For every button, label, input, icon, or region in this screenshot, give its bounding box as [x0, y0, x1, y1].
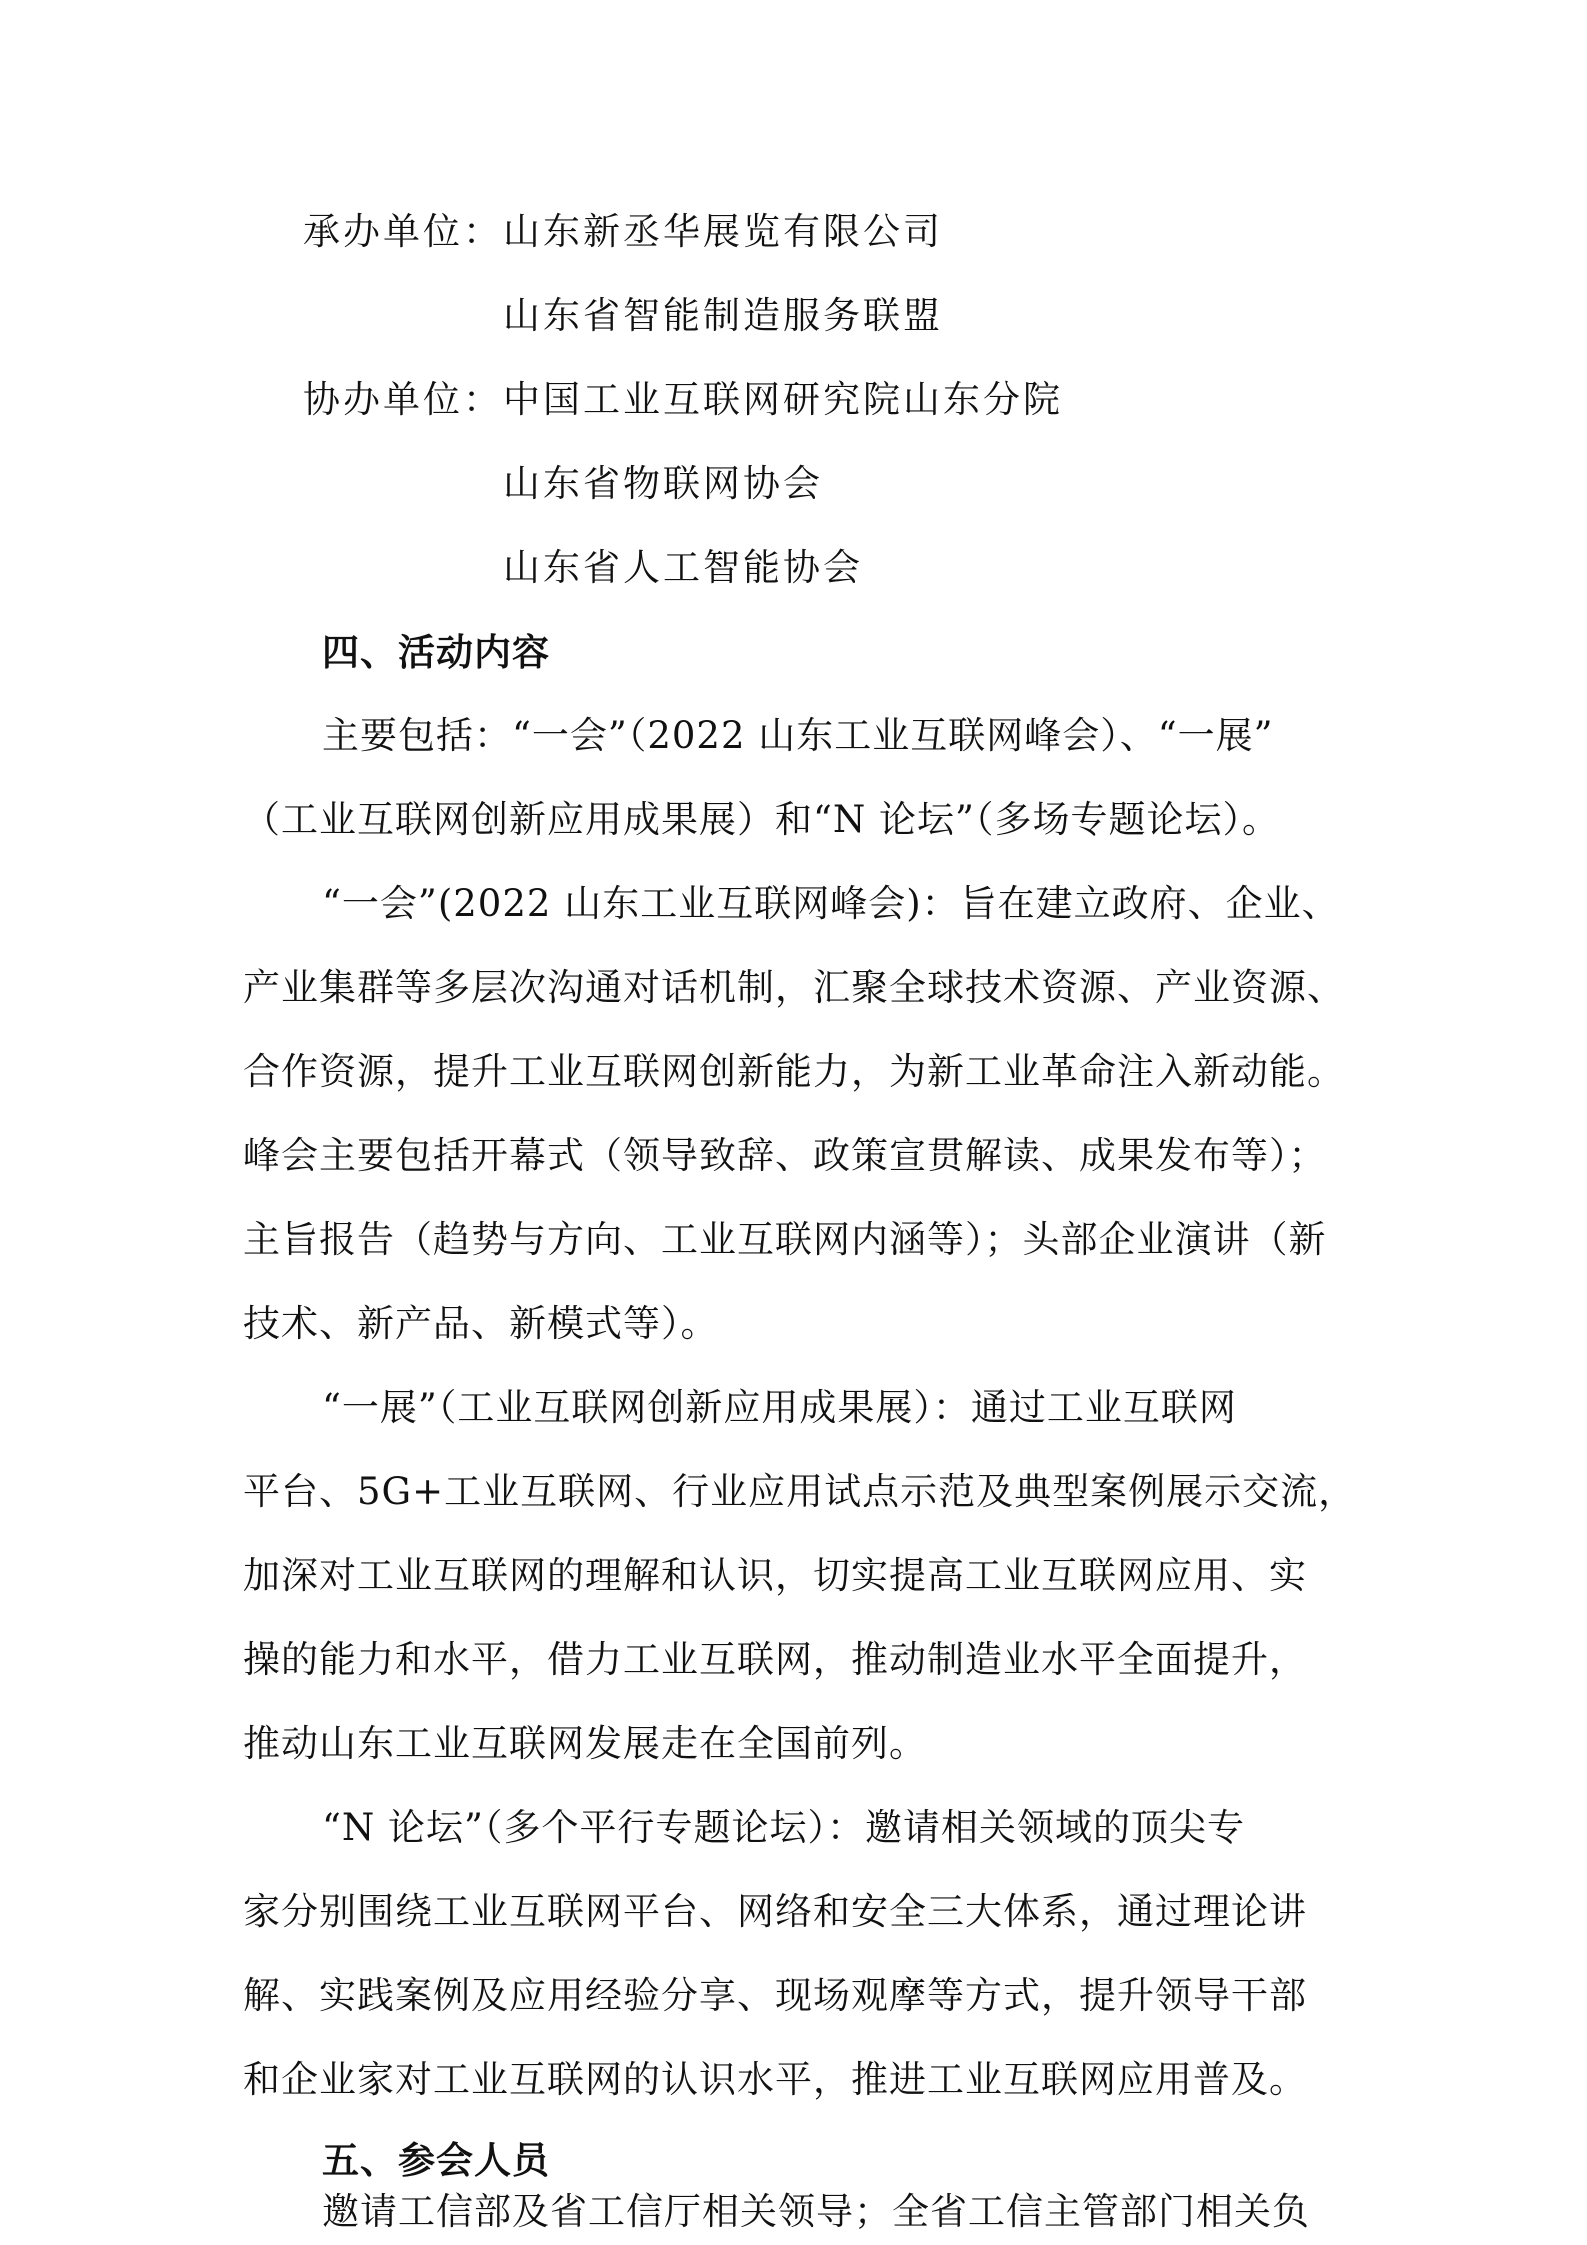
section-heading: 四、活动内容	[322, 630, 550, 674]
paragraph-line: 家分别围绕工业互联网平台、网络和安全三大体系，通过理论讲	[243, 1890, 1307, 1933]
host-organizer-label: 承办单位：	[303, 210, 503, 253]
co-organizer-name: 山东省人工智能协会	[503, 546, 863, 589]
paragraph-line: 操的能力和水平，借力工业互联网，推动制造业水平全面提升，	[243, 1638, 1307, 1681]
paragraph-line: 加深对工业互联网的理解和认识，切实提高工业互联网应用、实	[243, 1554, 1307, 1597]
section-heading: 五、参会人员	[322, 2138, 550, 2182]
paragraph-line: 平台、5G+工业互联网、行业应用试点示范及典型案例展示交流，	[243, 1470, 1357, 1513]
co-organizer-name: 山东省物联网协会	[503, 462, 823, 505]
host-organizer-name: 山东省智能制造服务联盟	[503, 294, 943, 337]
paragraph-line: 解、实践案例及应用经验分享、现场观摩等方式，提升领导干部	[243, 1974, 1307, 2017]
host-organizer-row	[303, 292, 943, 340]
co-organizer-name: 中国工业互联网研究院山东分院	[503, 378, 1063, 421]
co-organizer-row	[303, 376, 1063, 424]
paragraph-line: 峰会主要包括开幕式（领导致辞、政策宣贯解读、成果发布等）；	[243, 1134, 1327, 1177]
host-organizer-row	[303, 208, 943, 256]
paragraph-line: 推动山东工业互联网发展走在全国前列。	[243, 1722, 927, 1765]
co-organizer-label: 协办单位：	[303, 378, 503, 421]
paragraph-line: 合作资源，提升工业互联网创新能力，为新工业革命注入新动能。	[243, 1050, 1345, 1093]
paragraph-line: （工业互联网创新应用成果展）和“N 论坛”（多场专题论坛）。	[243, 798, 1280, 841]
co-organizer-row	[303, 544, 863, 592]
paragraph-line: “一会”(2022 山东工业互联网峰会)：旨在建立政府、企业、	[322, 882, 1340, 925]
paragraph-line: 主要包括：“一会”（2022 山东工业互联网峰会）、“一展”	[322, 714, 1274, 757]
paragraph-line: 和企业家对工业互联网的认识水平，推进工业互联网应用普及。	[243, 2058, 1307, 2101]
paragraph-line: “N 论坛”（多个平行专题论坛）：邀请相关领域的顶尖专	[322, 1806, 1245, 1849]
host-organizer-name: 山东新丞华展览有限公司	[503, 210, 943, 253]
paragraph-line: 邀请工信部及省工信厅相关领导；全省工信主管部门相关负	[322, 2190, 1310, 2233]
paragraph-line: 产业集群等多层次沟通对话机制，汇聚全球技术资源、产业资源、	[243, 966, 1345, 1009]
paragraph-line: 主旨报告（趋势与方向、工业互联网内涵等）；头部企业演讲（新	[243, 1218, 1327, 1261]
paragraph-line: 技术、新产品、新模式等）。	[243, 1302, 719, 1345]
paragraph-line: “一展”（工业互联网创新应用成果展）：通过工业互联网	[322, 1386, 1237, 1429]
co-organizer-row	[303, 460, 823, 508]
